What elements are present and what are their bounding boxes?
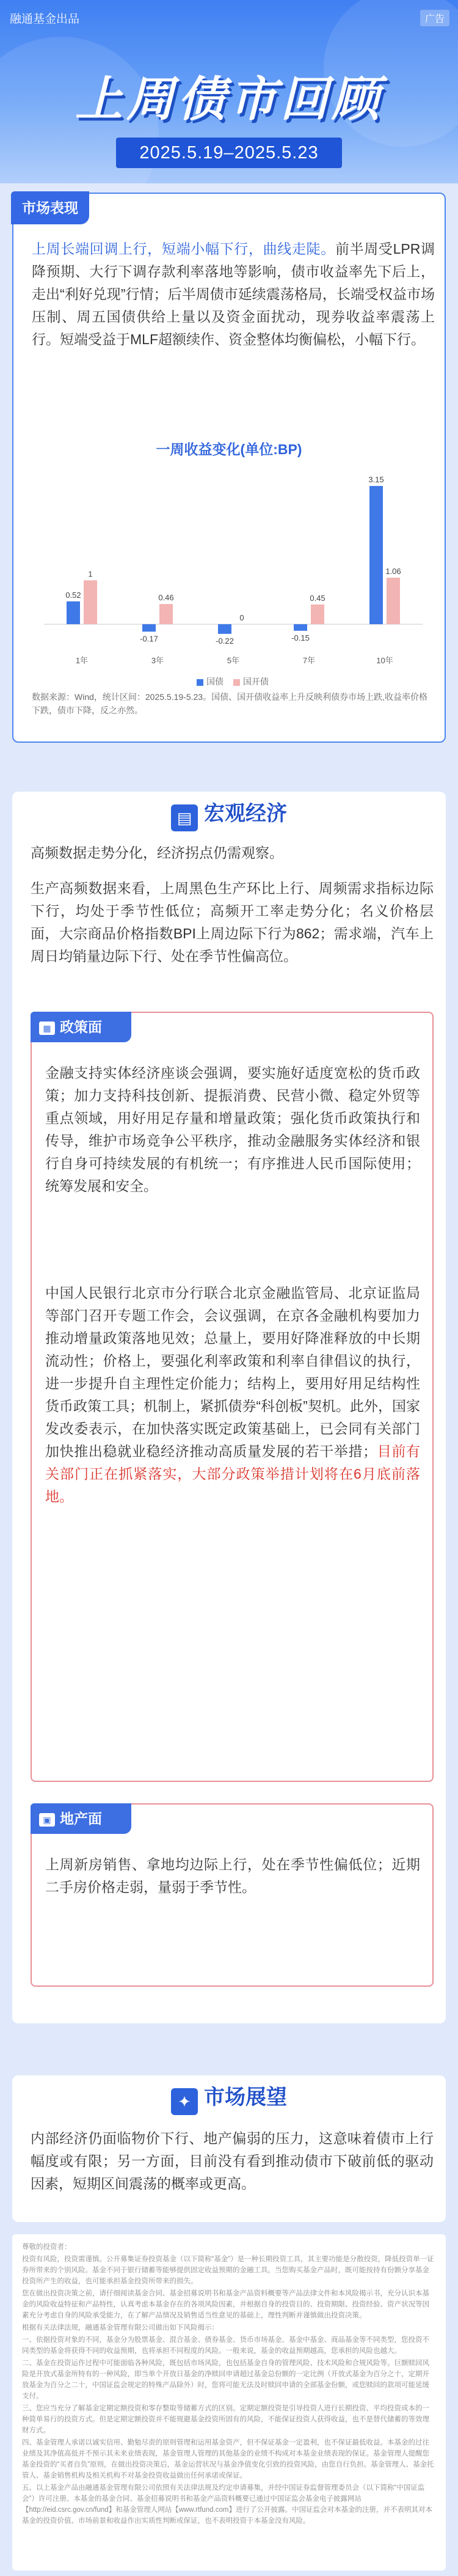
bar-cdb	[387, 578, 400, 624]
disclaimer-line: 一、依据投资对象的不同，基金分为股票基金、混合基金、债券基金、货币市场基金、基金中基金、商品基金等不同类型，您投资不同类型的基金将获得不同的收益预期，也将承担不同程度的风险。一般来说，基金的收益预期越高，您承担的风险也越大。	[22, 2336, 429, 2355]
policy-p2	[45, 1282, 420, 1508]
bar-gov	[67, 602, 80, 624]
bar-cdb	[84, 580, 97, 624]
macro-production: 生产高频数据来看，上周黑色生产环比上行、周频需求指标边际下行，均处于季节性低位；高频开工率走势分化；名义价格层面，大宗商品价格指数BPI上周边际下行为862；需求端，汽车上周日均销量边际下行、处在季节性偏高位。	[31, 880, 434, 964]
market-summary-highlight: 上周长端回调上行，短端小幅下行，曲线走陡。	[32, 241, 335, 257]
disclaimer-line: 三、您应当充分了解基金定期定额投资和零存整取等储蓄方式的区别。定期定额投资是引导投资人进行长期投资、平均投资成本的一种简单易行的投资方式。但是定期定额投资并不能规避基金投资所固有的风险，不能保证投资人获得收益，也不是替代储蓄的等效理财方式。	[22, 2405, 429, 2434]
data-label: 0.52	[65, 590, 81, 600]
x-tick-label: 7年	[302, 656, 316, 665]
outlook-title: 市场展望	[204, 2086, 287, 2109]
policy-p1: 金融支持实体经济座谈会强调，要实施好适度宽松的货币政策；加力支持科技创新、提振消费、民营小微、稳定外贸等重点领域，用好用足存量和增量政策；强化货币政策执行和传导，维护市场竞争公平秩序，推动金融服务实体经济和银行自身可持续发展的有机统一；有序推进人民币国际使用；统筹发展和安全。	[45, 1065, 420, 1194]
bar-cdb	[311, 605, 324, 624]
property-icon: ▣	[39, 1813, 55, 1827]
macro-lead: 高频数据走势分化，经济拐点仍需观察。	[31, 845, 283, 861]
ad-badge: 广告	[420, 10, 449, 26]
yield-change-chart	[32, 463, 435, 671]
brand-label: 融通基金出品	[10, 13, 80, 26]
bar-gov	[369, 486, 383, 624]
policy-p2-highlight: 目前有关部门正在抓紧落实，大部分政策举措计划将在6月底前落地。	[45, 1443, 421, 1504]
x-tick-label: 3年	[151, 656, 164, 665]
market-summary-rest: 前半周受LPR调降预期、大行下调存款利率落地等影响，债市收益率先下后上，走出“利好兑现”行情；后半周债市延续震荡格局，长端受权益市场压制、周五国债供给上量以及资金面扰动，现券收益率震荡上行。短端受益于MLF超额续作、资金整体均衡偏松，小幅下行。	[32, 241, 435, 347]
title-wrap	[0, 61, 458, 130]
disclaimer-line: 您在做出投资决策之前，请仔细阅读基金合同、基金招募说明书和基金产品资料概要等产品法律文件和本风险揭示书，充分认识本基金的风险收益特征和产品特性，认真考虑本基金存在的各项风险因素，并根据自身的投资目的、投资期限、投资经验、资产状况等因素充分考虑自身的风险承受能力，在了解产品情况及销售适当性意见的基础上，理性判断并谨慎做出投资决策。	[22, 2290, 429, 2319]
chart-legend	[13, 675, 445, 688]
legend-label-gov: 国债	[206, 677, 224, 686]
document-chart-icon: ▤	[171, 804, 198, 831]
data-label: -0.15	[291, 633, 310, 642]
policy-tag-label: 政策面	[60, 1019, 102, 1035]
disclaimer-line: 尊敬的投资者：	[22, 2243, 71, 2251]
data-label: -0.22	[216, 636, 234, 646]
chart-title: 一周收益变化(单位:BP)	[156, 441, 302, 457]
disclaimer-line: 投资有风险，投资需谨慎。公开募集证券投资基金（以下简称“基金”）是一种长期投资工具，其主要功能是分散投资，降低投资单一证券所带来的个别风险。基金不同于银行储蓄等能够提供固定收益预期的金融工具，当您购买基金产品时，既可能按持有份额分享基金投资所产生的收益，也可能承担基金投资所带来的损失。	[22, 2256, 434, 2285]
data-label: 1	[88, 569, 93, 579]
policy-p2-main: 中国人民银行北京市分行联合北京金融监管局、北京证监局等部门召开专题工作会，会议强调，在京各金融机构要加力推动增量政策落地见效；总量上，要用好降准释放的中长期流动性；价格上，要强化利率政策和利率自律倡议的执行，进一步提升自主理性定价能力；结构上，要用好用足结构性货币政策工具；机制上，紧抓债券“科创板”契机。此外，国家发改委表示，在加快落实既定政策基础上，已会同有关部门加快推出稳就业稳经济推动高质量发展的若干举措；	[45, 1285, 420, 1459]
data-label: 3.15	[368, 474, 384, 484]
market-tag: 市场表现	[11, 191, 89, 224]
property-tag-label: 地产面	[60, 1811, 102, 1827]
x-tick-label: 5年	[227, 656, 240, 665]
hero-banner	[0, 0, 458, 183]
data-label: 0.45	[310, 593, 325, 603]
outlook-header	[12, 2075, 446, 2118]
bar-gov	[294, 624, 307, 631]
data-label: 0	[239, 613, 244, 623]
macro-header	[12, 792, 446, 834]
disclaimer-line: 五、以上基金产品由融通基金管理有限公司依照有关法律法规及约定申请募集，并经中国证券监督管理委员会（以下简称“中国证监会”）许可注册。本基金的基金合同、基金招募说明书和基金产品资料概要已通过中国证监会基金电子披露网站【http://eid.csrc.gov.cn/fund】和基金管理人网站【www.rtfund.com】进行了公开披露。中国证监会对本基金的注册，并不表明其对本基金的投资价值、市场前景和收益作出实质性判断或保证，也不表明投资于本基金没有风险。	[22, 2484, 432, 2525]
legend-label-cdb: 国开债	[242, 677, 269, 686]
disclaimer	[12, 2234, 446, 2570]
policy-box	[31, 1012, 434, 1782]
macro-title: 宏观经济	[204, 802, 287, 825]
data-label: 1.06	[385, 567, 401, 576]
page-title: 上周债市回顾	[75, 72, 383, 126]
data-source-note: 数据来源：Wind，统计区间：2025.5.19-5.23。国债、国开债收益率上升反映利债券市场上跌,收益率价格下跌，债市下降，反之亦然。	[32, 692, 427, 715]
property-p1: 上周新房销售、拿地均边际上行，处在季节性偏低位；近期二手房价格走弱，量弱于季节性。	[45, 1857, 420, 1895]
policy-tag	[31, 1012, 131, 1042]
market-card	[12, 193, 446, 743]
legend-swatch-gov	[197, 679, 203, 686]
disclaimer-line: 二、基金在投资运作过程中可能面临各种风险，既包括市场风险，也包括基金自身的管理风险、技术风险和合规风险等。巨额赎回风险是开放式基金所特有的一种风险，即当单个开放日基金的净赎回申请超过基金总份额的一定比例（开放式基金为百分之十，定期开放基金为百分之二十，中国证监会规定的特殊产品除外）时，您将可能无法及时赎回申请的全部基金份额，或您赎回的款项可能延缓支付。	[22, 2360, 429, 2400]
market-summary	[32, 238, 435, 351]
property-tag	[31, 1803, 131, 1834]
data-label: -0.17	[140, 634, 158, 644]
outlook-text: 内部经济仍面临物价下行、地产偏弱的压力，这意味着债市上行幅度或有限；另一方面，目前没有看到推动债市下破前低的驱动因素，短期区间震荡的概率或更高。	[31, 2130, 434, 2191]
disclaimer-line: 四、基金管理人承诺以诚实信用、勤勉尽责的原则管理和运用基金资产，但不保证基金一定盈利，也不保证最低收益。本基金的过往业绩及其净值高低并不预示其未来业绩表现，基金管理人管理的其他基金的业绩不构成对本基金业绩表现的保证。基金管理人提醒您基金投资的“买者自负”原则，在做出投资决策后，基金运营状况与基金净值变化引致的投资风险，由您自行负担。基金管理人、基金托管人、基金销售机构及相关机构不对基金投资收益做出任何承诺或保证。	[22, 2439, 434, 2479]
x-tick-label: 1年	[75, 656, 89, 665]
bar-cdb	[159, 604, 173, 624]
x-tick-label: 10年	[376, 656, 393, 665]
disclaimer-line: 根据有关法律法规，融通基金管理有限公司做出如下风险揭示：	[22, 2324, 219, 2331]
legend-swatch-cdb	[233, 679, 240, 686]
data-label: 0.46	[158, 593, 174, 603]
telescope-icon: ✦	[171, 2088, 198, 2115]
property-box	[31, 1803, 434, 1987]
date-range: 2025.5.19–2025.5.23	[116, 138, 342, 168]
bar-gov	[142, 624, 156, 631]
bar-gov	[218, 624, 231, 634]
macro-card	[12, 792, 446, 2023]
outlook-card	[12, 2075, 446, 2222]
policy-icon: ▦	[39, 1021, 55, 1035]
